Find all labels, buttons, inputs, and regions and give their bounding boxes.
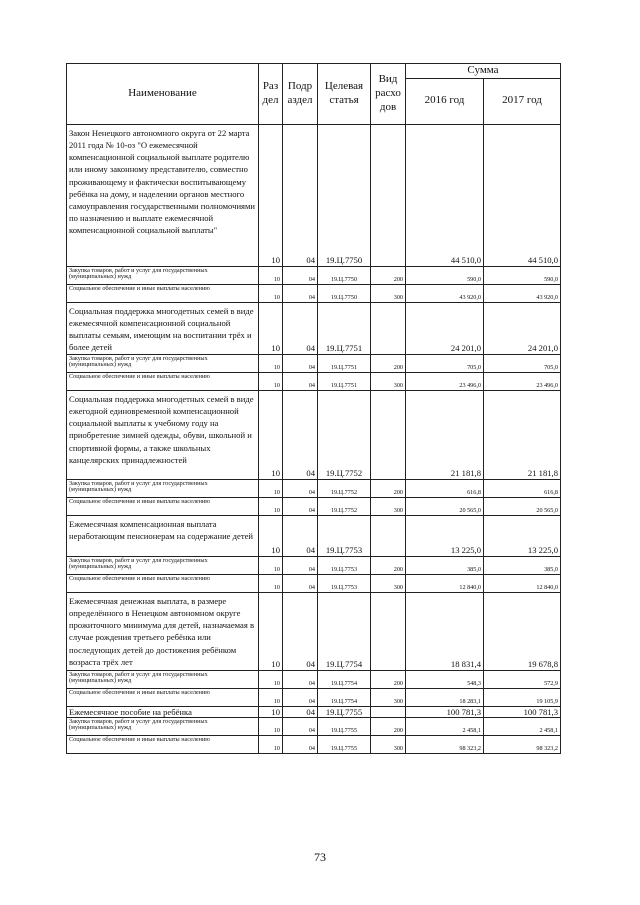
row-podrazdel: 04 — [283, 284, 318, 302]
table-header — [67, 64, 561, 125]
table-row — [67, 556, 561, 574]
row-sum-2017: 24 201,0 — [484, 302, 561, 354]
row-podrazdel: 04 — [283, 372, 318, 390]
row-podrazdel: 04 — [283, 515, 318, 556]
row-sum-2017: 2 458,1 — [484, 717, 561, 735]
row-sum-2017: 23 496,0 — [484, 372, 561, 390]
table-row — [67, 592, 561, 670]
row-vid-rashodov: 300 — [371, 574, 406, 592]
row-tselevaya-statya: 19.Ц.7752 — [318, 479, 371, 497]
row-name: Социальная поддержка многодетных семей в виде ежегодной единовременной компенсационной социальной выплаты к учебному году на приобретение зимней одежды, обуви, школьной и спортивной формы, а также школьных канцелярских принадлежностей — [67, 390, 259, 479]
table-row — [67, 515, 561, 556]
row-name: Закупка товаров, работ и услуг для государственных (муниципальных) нужд — [67, 479, 259, 497]
row-tselevaya-statya: 19.Ц.7754 — [318, 670, 371, 688]
row-name: Ежемесячное пособие на ребёнка — [67, 706, 259, 717]
row-podrazdel: 04 — [283, 479, 318, 497]
row-podrazdel: 04 — [283, 266, 318, 284]
header-tselevaya-statya: Целевая статья — [318, 64, 371, 125]
row-sum-2017: 13 225,0 — [484, 515, 561, 556]
row-sum-2016: 43 920,0 — [406, 284, 484, 302]
table-row — [67, 574, 561, 592]
row-vid-rashodov — [371, 706, 406, 717]
row-tselevaya-statya: 19.Ц.7753 — [318, 574, 371, 592]
row-sum-2016: 705,0 — [406, 354, 484, 372]
header-razdel: Раз дел — [259, 64, 283, 125]
row-name: Социальное обеспечение и иные выплаты населению — [67, 574, 259, 592]
row-sum-2017: 19 678,8 — [484, 592, 561, 670]
row-sum-2017: 385,0 — [484, 556, 561, 574]
row-name: Социальное обеспечение и иные выплаты населению — [67, 688, 259, 706]
row-sum-2017: 705,0 — [484, 354, 561, 372]
table-row — [67, 302, 561, 354]
row-sum-2017: 12 840,0 — [484, 574, 561, 592]
row-tselevaya-statya: 19.Ц.7751 — [318, 354, 371, 372]
row-sum-2017: 43 920,0 — [484, 284, 561, 302]
row-razdel: 10 — [259, 124, 283, 266]
row-vid-rashodov: 200 — [371, 354, 406, 372]
row-tselevaya-statya: 19.Ц.7755 — [318, 735, 371, 753]
row-sum-2016: 548,3 — [406, 670, 484, 688]
row-tselevaya-statya: 19.Ц.7754 — [318, 592, 371, 670]
row-razdel: 10 — [259, 574, 283, 592]
row-sum-2016: 18 283,1 — [406, 688, 484, 706]
row-sum-2016: 20 565,0 — [406, 497, 484, 515]
row-vid-rashodov — [371, 592, 406, 670]
table-body — [67, 124, 561, 753]
header-year-2016: 2016 год — [406, 78, 484, 124]
row-sum-2016: 385,0 — [406, 556, 484, 574]
row-podrazdel: 04 — [283, 717, 318, 735]
row-sum-2017: 100 781,3 — [484, 706, 561, 717]
row-razdel: 10 — [259, 556, 283, 574]
row-sum-2016: 100 781,3 — [406, 706, 484, 717]
row-sum-2017: 21 181,8 — [484, 390, 561, 479]
row-name: Ежемесячная компенсационная выплата неработающим пенсионерам на содержание детей — [67, 515, 259, 556]
row-sum-2016: 98 323,2 — [406, 735, 484, 753]
row-podrazdel: 04 — [283, 735, 318, 753]
row-razdel: 10 — [259, 266, 283, 284]
table-row — [67, 717, 561, 735]
row-razdel: 10 — [259, 735, 283, 753]
row-sum-2017: 98 323,2 — [484, 735, 561, 753]
header-podrazdel: Подр аздел — [283, 64, 318, 125]
row-sum-2017: 572,9 — [484, 670, 561, 688]
row-razdel: 10 — [259, 284, 283, 302]
row-podrazdel: 04 — [283, 354, 318, 372]
row-sum-2016: 13 225,0 — [406, 515, 484, 556]
row-sum-2017: 19 105,9 — [484, 688, 561, 706]
header-name: Наименование — [67, 64, 259, 125]
row-podrazdel: 04 — [283, 556, 318, 574]
row-name: Социальное обеспечение и иные выплаты населению — [67, 372, 259, 390]
row-tselevaya-statya: 19.Ц.7754 — [318, 688, 371, 706]
row-sum-2016: 590,0 — [406, 266, 484, 284]
row-vid-rashodov — [371, 124, 406, 266]
row-vid-rashodov: 200 — [371, 479, 406, 497]
row-razdel: 10 — [259, 390, 283, 479]
page-number: 73 — [314, 850, 326, 864]
row-tselevaya-statya: 19.Ц.7751 — [318, 302, 371, 354]
row-tselevaya-statya: 19.Ц.7755 — [318, 706, 371, 717]
row-sum-2016: 616,8 — [406, 479, 484, 497]
table-row — [67, 390, 561, 479]
table-row — [67, 497, 561, 515]
row-razdel: 10 — [259, 515, 283, 556]
row-razdel: 10 — [259, 706, 283, 717]
row-vid-rashodov: 200 — [371, 556, 406, 574]
row-sum-2016: 12 840,0 — [406, 574, 484, 592]
row-name: Закупка товаров, работ и услуг для государственных (муниципальных) нужд — [67, 354, 259, 372]
row-tselevaya-statya: 19.Ц.7751 — [318, 372, 371, 390]
row-name: Закупка товаров, работ и услуг для государственных (муниципальных) нужд — [67, 556, 259, 574]
row-name: Закупка товаров, работ и услуг для государственных (муниципальных) нужд — [67, 717, 259, 735]
table-row — [67, 266, 561, 284]
row-vid-rashodov: 200 — [371, 670, 406, 688]
row-name: Закупка товаров, работ и услуг для государственных (муниципальных) нужд — [67, 266, 259, 284]
row-podrazdel: 04 — [283, 706, 318, 717]
row-podrazdel: 04 — [283, 302, 318, 354]
row-razdel: 10 — [259, 688, 283, 706]
row-vid-rashodov — [371, 390, 406, 479]
table-row — [67, 284, 561, 302]
row-tselevaya-statya: 19.Ц.7750 — [318, 284, 371, 302]
row-name: Закупка товаров, работ и услуг для государственных (муниципальных) нужд — [67, 670, 259, 688]
row-tselevaya-statya: 19.Ц.7750 — [318, 124, 371, 266]
row-podrazdel: 04 — [283, 592, 318, 670]
row-sum-2016: 23 496,0 — [406, 372, 484, 390]
row-vid-rashodov: 300 — [371, 497, 406, 515]
row-razdel: 10 — [259, 592, 283, 670]
row-podrazdel: 04 — [283, 574, 318, 592]
row-razdel: 10 — [259, 479, 283, 497]
row-sum-2017: 616,8 — [484, 479, 561, 497]
row-vid-rashodov: 200 — [371, 717, 406, 735]
row-tselevaya-statya: 19.Ц.7752 — [318, 390, 371, 479]
row-sum-2017: 20 565,0 — [484, 497, 561, 515]
row-razdel: 10 — [259, 372, 283, 390]
header-summa: Сумма — [406, 64, 561, 79]
row-razdel: 10 — [259, 670, 283, 688]
table-row — [67, 354, 561, 372]
row-sum-2016: 18 831,4 — [406, 592, 484, 670]
row-name: Социальное обеспечение и иные выплаты населению — [67, 497, 259, 515]
table-row — [67, 372, 561, 390]
row-sum-2016: 44 510,0 — [406, 124, 484, 266]
row-podrazdel: 04 — [283, 390, 318, 479]
row-razdel: 10 — [259, 302, 283, 354]
table-row — [67, 124, 561, 266]
row-vid-rashodov: 300 — [371, 284, 406, 302]
row-vid-rashodov: 200 — [371, 266, 406, 284]
table-row — [67, 479, 561, 497]
table-row — [67, 735, 561, 753]
table-row — [67, 688, 561, 706]
row-vid-rashodov: 300 — [371, 688, 406, 706]
row-podrazdel: 04 — [283, 124, 318, 266]
header-vid-rashodov: Вид расхо дов — [371, 64, 406, 125]
row-podrazdel: 04 — [283, 670, 318, 688]
row-name: Ежемесячная денежная выплата, в размере определённого в Ненецком автономном округе прожиточного минимума для детей, назначаемая в случае рождения третьего ребёнка или последующих детей до достижения ребёнком возраста трёх лет — [67, 592, 259, 670]
row-tselevaya-statya: 19.Ц.7753 — [318, 556, 371, 574]
row-razdel: 10 — [259, 354, 283, 372]
row-tselevaya-statya: 19.Ц.7755 — [318, 717, 371, 735]
row-sum-2016: 24 201,0 — [406, 302, 484, 354]
row-razdel: 10 — [259, 717, 283, 735]
header-year-2017: 2017 год — [484, 78, 561, 124]
table-row — [67, 706, 561, 717]
row-sum-2016: 2 458,1 — [406, 717, 484, 735]
row-vid-rashodov: 300 — [371, 372, 406, 390]
row-name: Закон Ненецкого автономного округа от 22 марта 2011 года № 10-оз "О ежемесячной компенсационной социальной выплате родителю или иному законному представителю, совместно проживающему и фактически воспитывающему ребёнка на дому, и наделении органов местного самоуправления государственными полномочиями по назначению и выплате ежемесячной компенсационной социальной выплаты" — [67, 124, 259, 266]
row-sum-2017: 590,0 — [484, 266, 561, 284]
row-tselevaya-statya: 19.Ц.7752 — [318, 497, 371, 515]
row-name: Социальное обеспечение и иные выплаты населению — [67, 735, 259, 753]
table-row — [67, 670, 561, 688]
row-name: Социальное обеспечение и иные выплаты населению — [67, 284, 259, 302]
row-vid-rashodov — [371, 302, 406, 354]
row-sum-2017: 44 510,0 — [484, 124, 561, 266]
row-vid-rashodov — [371, 515, 406, 556]
row-tselevaya-statya: 19.Ц.7753 — [318, 515, 371, 556]
row-razdel: 10 — [259, 497, 283, 515]
row-name: Социальная поддержка многодетных семей в виде ежемесячной компенсационной социальной выплаты семьям, имеющим на воспитании трёх и более детей — [67, 302, 259, 354]
row-podrazdel: 04 — [283, 497, 318, 515]
row-sum-2016: 21 181,8 — [406, 390, 484, 479]
row-vid-rashodov: 300 — [371, 735, 406, 753]
budget-table — [66, 63, 561, 754]
row-podrazdel: 04 — [283, 688, 318, 706]
row-tselevaya-statya: 19.Ц.7750 — [318, 266, 371, 284]
